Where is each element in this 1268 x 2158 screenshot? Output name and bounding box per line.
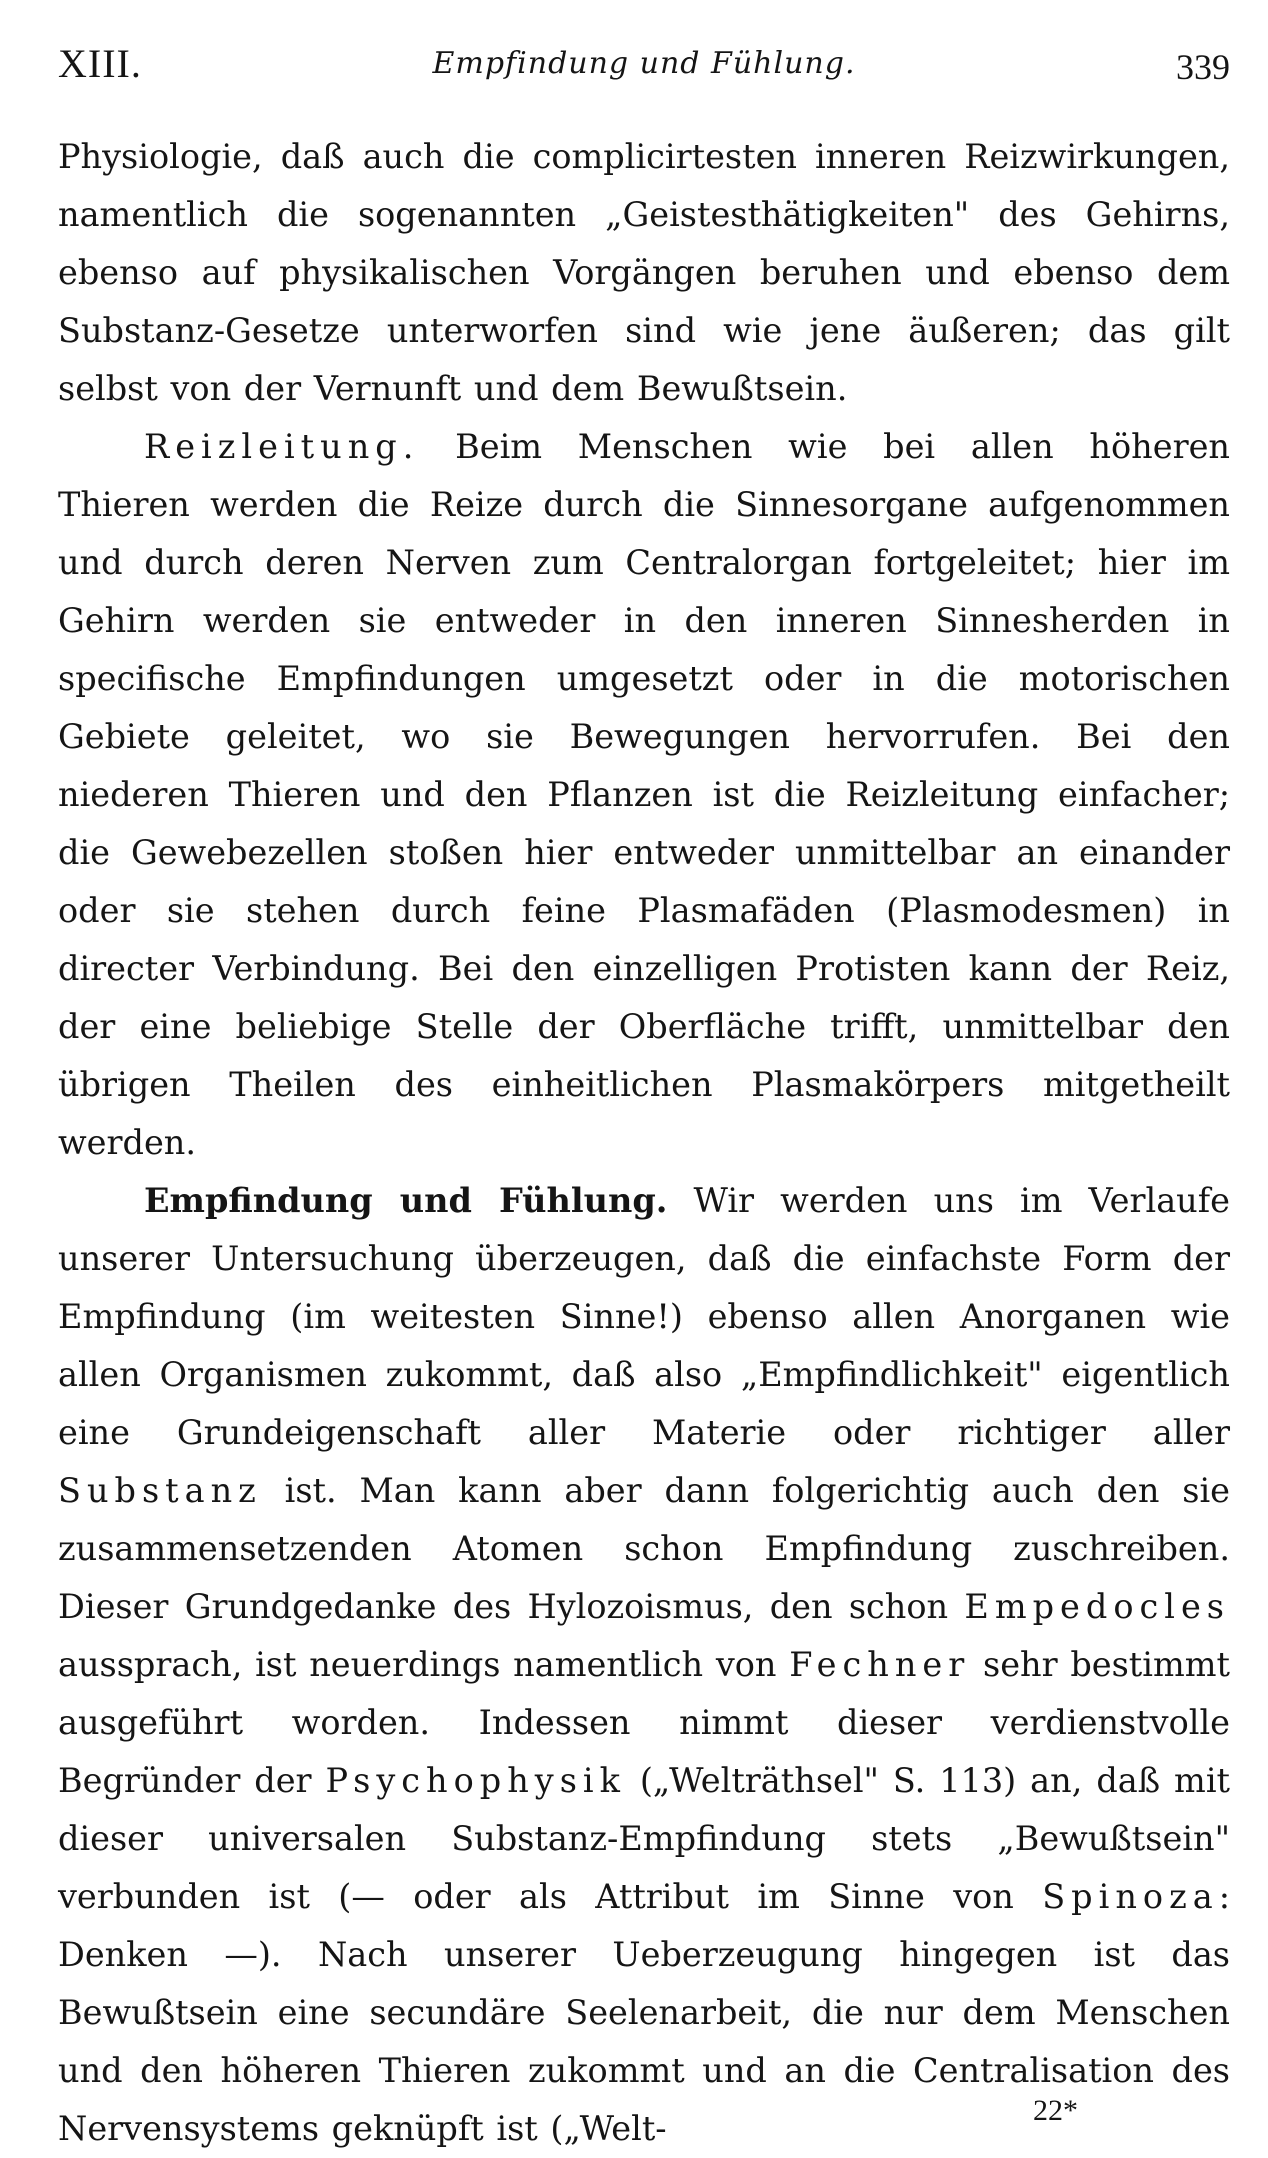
paragraph-text: Physiologie, daß auch die complicirtesten inneren Reizwirkungen, namentlich die sogenannten „Geistesthätigkeiten" des Gehirns, ebenso auf physikalischen Vorgängen beruhen und ebenso dem Substanz-Gesetze unterworfen sind wie jene äußeren; das gilt selbst von der Vernunft und dem Bewußtsein. <box>58 137 1230 408</box>
paragraph-text: Wir werden uns im Verlaufe unserer Untersuchung überzeugen, daß die einfachste Form der Empfindung (im weitesten Sinne!) ebenso allen Anorganen wie allen Organismen zukommt, daß also „Empfindlichkeit" eigentlich eine Grundeigenschaft aller Materie oder richtiger aller <box>58 1181 1230 1452</box>
paragraph-text: : Denken —). Nach unserer Ueberzeugung hingegen ist das Bewußtsein eine secundäre Seelenarbeit, die nur dem Menschen und den höheren Thieren zukommt und an die Centralisation des Nervensystems geknüpft ist („Welt- <box>58 1877 1230 2148</box>
emphasis-substanz: Substanz <box>58 1471 262 1510</box>
paragraph-lead-reizleitung: Reizleitung. <box>144 427 420 466</box>
paragraph-text: aussprach, ist neuerdings namentlich von <box>58 1645 790 1684</box>
running-title: Empfindung und Fühlung. <box>432 46 856 81</box>
signature-mark: 22* <box>1033 2094 1078 2127</box>
paragraph-empfindung <box>58 1172 1230 2158</box>
paragraph-reizleitung <box>58 418 1230 1172</box>
paragraph-text: („Welträthsel" S. 113) an, daß mit dieser universalen Substanz-Empfindung stets „Bewußtsein" verbunden ist (— oder als Attribut im Sinne von <box>58 1761 1230 1916</box>
paragraph-physiologie <box>58 128 1230 418</box>
page-number: 339 <box>1176 47 1230 87</box>
paragraph-text: ist. Man kann aber dann folgerichtig auch den sie zusammensetzenden Atomen schon Empfindung zuschreiben. Dieser Grundgedanke des Hylozoismus, den schon <box>58 1471 1230 1626</box>
paragraph-text: sehr bestimmt ausgeführt worden. Indessen nimmt dieser verdienstvolle Begründer der <box>58 1645 1230 1800</box>
body-text <box>58 128 1230 2158</box>
emphasis-fechner: Fechner <box>789 1645 971 1684</box>
emphasis-spinoza: Spinoza <box>1042 1877 1219 1916</box>
chapter-number: XIII. <box>58 41 142 86</box>
paragraph-lead-empfindung: Empfindung und Fühlung. <box>144 1181 668 1220</box>
paragraph-text: Beim Menschen wie bei allen höheren Thieren werden die Reize durch die Sinnesorgane aufgenommen und durch deren Nerven zum Centralorgan fortgeleitet; hier im Gehirn werden sie entweder in den inneren Sinnesherden in specifische Empfindungen umgesetzt oder in die motorischen Gebiete geleitet, wo sie Bewegungen hervorrufen. Bei den niederen Thieren und den Pflanzen ist die Reizleitung einfacher; die Gewebezellen stoßen hier entweder unmittelbar an einander oder sie stehen durch feine Plasmafäden (Plasmodesmen) in directer Verbindung. Bei den einzelligen Protisten kann der Reiz, der eine beliebige Stelle der Oberfläche trifft, unmittelbar den übrigen Theilen des einheitlichen Plasmakörpers mitgetheilt werden. <box>58 427 1230 1162</box>
emphasis-psychophysik: Psychophysik <box>325 1761 626 1800</box>
running-header <box>58 40 1230 100</box>
emphasis-empedocles: Empedocles <box>964 1587 1230 1626</box>
